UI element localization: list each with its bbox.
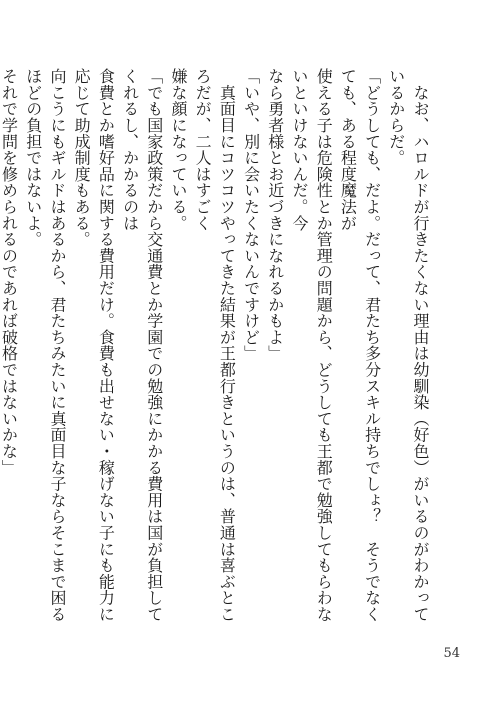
text-line: 「どうしても、だよ。だって、君たち多分スキル持ちでしょ？ そうでなくても、ある程度魔法が xyxy=(338,68,382,623)
text-line: 向こうにもギルドはあるから、君たちみたいに真面目な子ならそこまで困るほどの負担ではないよ。 xyxy=(23,68,67,623)
vertical-text-body xyxy=(0,68,432,628)
text-line: 嫌な顔になっている。 xyxy=(168,68,188,231)
text-line: なお、ハロルドが行きたくない理由は幼馴染（好色）がいるのがわかっているからだ。 xyxy=(386,68,430,623)
text-line: 食費とか嗜好品に関する費用だけ。食費も出せない・稼げない子にも能力に応じて助成制度もある。 xyxy=(72,68,116,623)
text-line: 「いや、別に会いたくないんですけど」 xyxy=(241,68,261,362)
page-number: 54 xyxy=(443,646,460,661)
text-line: 「でも国家政策だから交通費とか学園での勉強にかかる費用は国が負担してくれるし、かかるのは xyxy=(120,68,164,623)
text-line: なら勇者様とお近づきになれるかもよ」 xyxy=(265,68,285,362)
text-line: 使える子は危険性とか管理の問題から、どうしても王都で勉強してもらわないといけないんだ。今 xyxy=(289,68,334,623)
text-line: 真面目にコツコツやってきた結果が王都行きというのは、普通は喜ぶところだが、二人はすごく xyxy=(193,68,237,623)
text-line: それで学問を修められるのであれば破格ではないかな」 xyxy=(0,68,19,476)
